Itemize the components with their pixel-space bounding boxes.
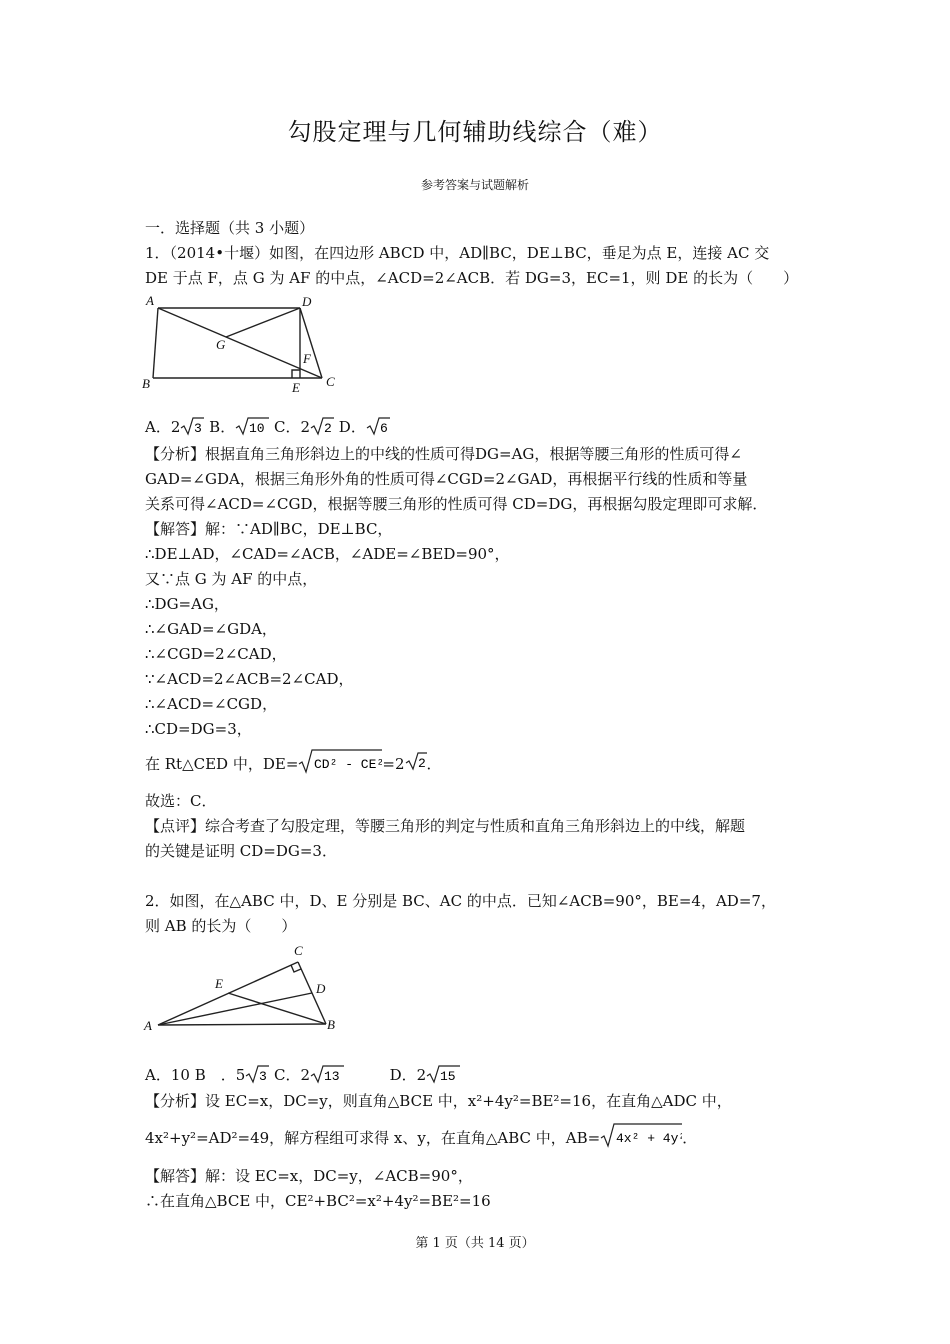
q2-stem-line-2: 则 AB 的长为（ ） — [145, 917, 297, 935]
q2-figure — [140, 940, 340, 1035]
q2-label-d: D — [316, 981, 326, 996]
q2-option-c: C．2 — [274, 1066, 311, 1084]
sqrt-symbol — [405, 751, 427, 779]
q2-solution-line: ∴在直角△BCE 中，CE²+BC²=x²+4y²=BE²=16 — [145, 1192, 491, 1210]
q1-choice: 故选：C． — [145, 792, 217, 810]
q2-label-a: A — [144, 1018, 152, 1033]
q1-option-a: A．2 — [145, 418, 181, 436]
q2-label-c: C — [294, 943, 303, 958]
q1-option-c: C．2 — [273, 418, 311, 436]
q2-solution-line: 【解答】解：设 EC=x，DC=y，∠ACB=90°， — [145, 1167, 473, 1185]
svg-text:6: 6 — [379, 421, 388, 436]
svg-text:4x² + 4y²: 4x² + 4y² — [616, 1131, 683, 1146]
q2-analysis-line: 【分析】设 EC=x，DC=y，则直角△BCE 中，x²+4y²=BE²=16，在直角△ADC 中， — [145, 1092, 732, 1110]
q1-solution-line: ∴∠ACD=∠CGD， — [145, 695, 278, 713]
page-footer: 第 1 页（共 14 页） — [415, 1236, 535, 1251]
sqrt-symbol — [366, 416, 390, 440]
section-heading: 一．选择题（共 3 小题） — [145, 219, 315, 237]
q1-stem-line-2: DE 于点 F，点 G 为 AF 的中点，∠ACD=2∠ACB．若 DG=3，EC=1，则 DE 的长为（ ） — [145, 269, 799, 287]
svg-text:15: 15 — [440, 1069, 456, 1084]
q1-label-g: G — [216, 337, 226, 352]
svg-text:2: 2 — [324, 421, 332, 436]
svg-text:3: 3 — [259, 1069, 268, 1084]
q1-comment-line: 【点评】综合考查了勾股定理，等腰三角形的判定与性质和直角三角形斜边上的中线，解题 — [145, 817, 746, 835]
page-subtitle: 参考答案与试题解析 — [420, 178, 529, 192]
q1-stem-line-1: 1．（2014•十堰）如图，在四边形 ABCD 中，AD∥BC，DE⊥BC，垂足为点 E，连接 AC 交 — [145, 244, 770, 262]
q1-solution-line: ∵∠ACD=2∠ACB=2∠CAD， — [145, 670, 354, 688]
q1-solution-line: ∴∠GAD=∠GDA， — [145, 620, 277, 638]
q1-options — [145, 416, 390, 440]
q1-analysis-line: 关系可得∠ACD=∠CGD，根据等腰三角形的性质可得 CD=DG，再根据勾股定理即可求解． — [145, 495, 768, 513]
q2-analysis-end: ． — [682, 1129, 698, 1147]
q1-label-e: E — [292, 380, 300, 395]
sqrt-symbol — [235, 416, 269, 440]
q2-label-b: B — [327, 1017, 335, 1032]
q1-comment-line: 的关键是证明 CD=DG=3． — [145, 842, 337, 860]
q1-rt-eq: =2 — [382, 755, 405, 773]
q1-option-b: B． — [209, 418, 236, 436]
q2-label-e: E — [215, 976, 223, 991]
sqrt-symbol — [600, 1122, 682, 1156]
q1-figure — [140, 290, 340, 396]
sqrt-symbol — [245, 1064, 269, 1088]
q1-solution-line: 又∵点 G 为 AF 的中点， — [145, 570, 318, 588]
q1-solution-line: ∴∠CGD=2∠CAD， — [145, 645, 287, 663]
q1-solution-line: 【解答】解：∵AD∥BC，DE⊥BC， — [145, 520, 393, 538]
sqrt-symbol — [298, 748, 382, 782]
sqrt-symbol — [310, 416, 334, 440]
sqrt-symbol — [426, 1064, 460, 1088]
svg-text:2: 2 — [417, 756, 426, 771]
svg-text:10: 10 — [249, 421, 265, 436]
sqrt-symbol — [180, 416, 204, 440]
page-title: 勾股定理与几何辅助线综合（难） — [287, 118, 663, 146]
q1-option-d: D． — [338, 418, 366, 436]
q1-label-c: C — [326, 374, 335, 389]
q1-analysis-line: 【分析】根据直角三角形斜边上的中线的性质可得DG=AG，根据等腰三角形的性质可得∠ — [145, 445, 742, 463]
q2-analysis-text: 4x²+y²=AD²=49，解方程组可求得 x、y，在直角△ABC 中，AB= — [145, 1129, 601, 1147]
q1-rt-line — [145, 748, 442, 782]
svg-text:CD² - CE²: CD² - CE² — [314, 757, 383, 772]
sqrt-symbol — [310, 1064, 344, 1088]
q1-label-b: B — [142, 376, 150, 391]
q2-option-ab: A．10 B ．5 — [145, 1066, 246, 1084]
q1-label-f: F — [303, 351, 311, 366]
q2-analysis-line-2 — [145, 1122, 697, 1156]
q1-rt-end: ． — [426, 755, 442, 773]
q1-solution-line: ∴CD=DG=3， — [145, 720, 252, 738]
q1-label-a: A — [146, 293, 154, 308]
q2-options — [145, 1064, 460, 1088]
q1-analysis-line: GAD=∠GDA，根据三角形外角的性质可得∠CGD=2∠GAD，再根据平行线的性质和等量 — [145, 470, 748, 488]
q2-stem-line-1: 2．如图，在△ABC 中，D、E 分别是 BC、AC 的中点．已知∠ACB=90°，BE=4，AD=7， — [145, 892, 776, 910]
q1-solution-line: ∴DG=AG， — [145, 595, 229, 613]
q1-solution-line: ∴DE⊥AD，∠CAD=∠ACB，∠ADE=∠BED=90°， — [145, 545, 510, 563]
q2-option-d: D．2 — [389, 1066, 427, 1084]
q1-rt-prefix: 在 Rt△CED 中，DE= — [145, 755, 299, 773]
q1-label-d: D — [302, 294, 312, 309]
svg-text:13: 13 — [324, 1069, 340, 1084]
svg-text:3: 3 — [194, 421, 203, 436]
